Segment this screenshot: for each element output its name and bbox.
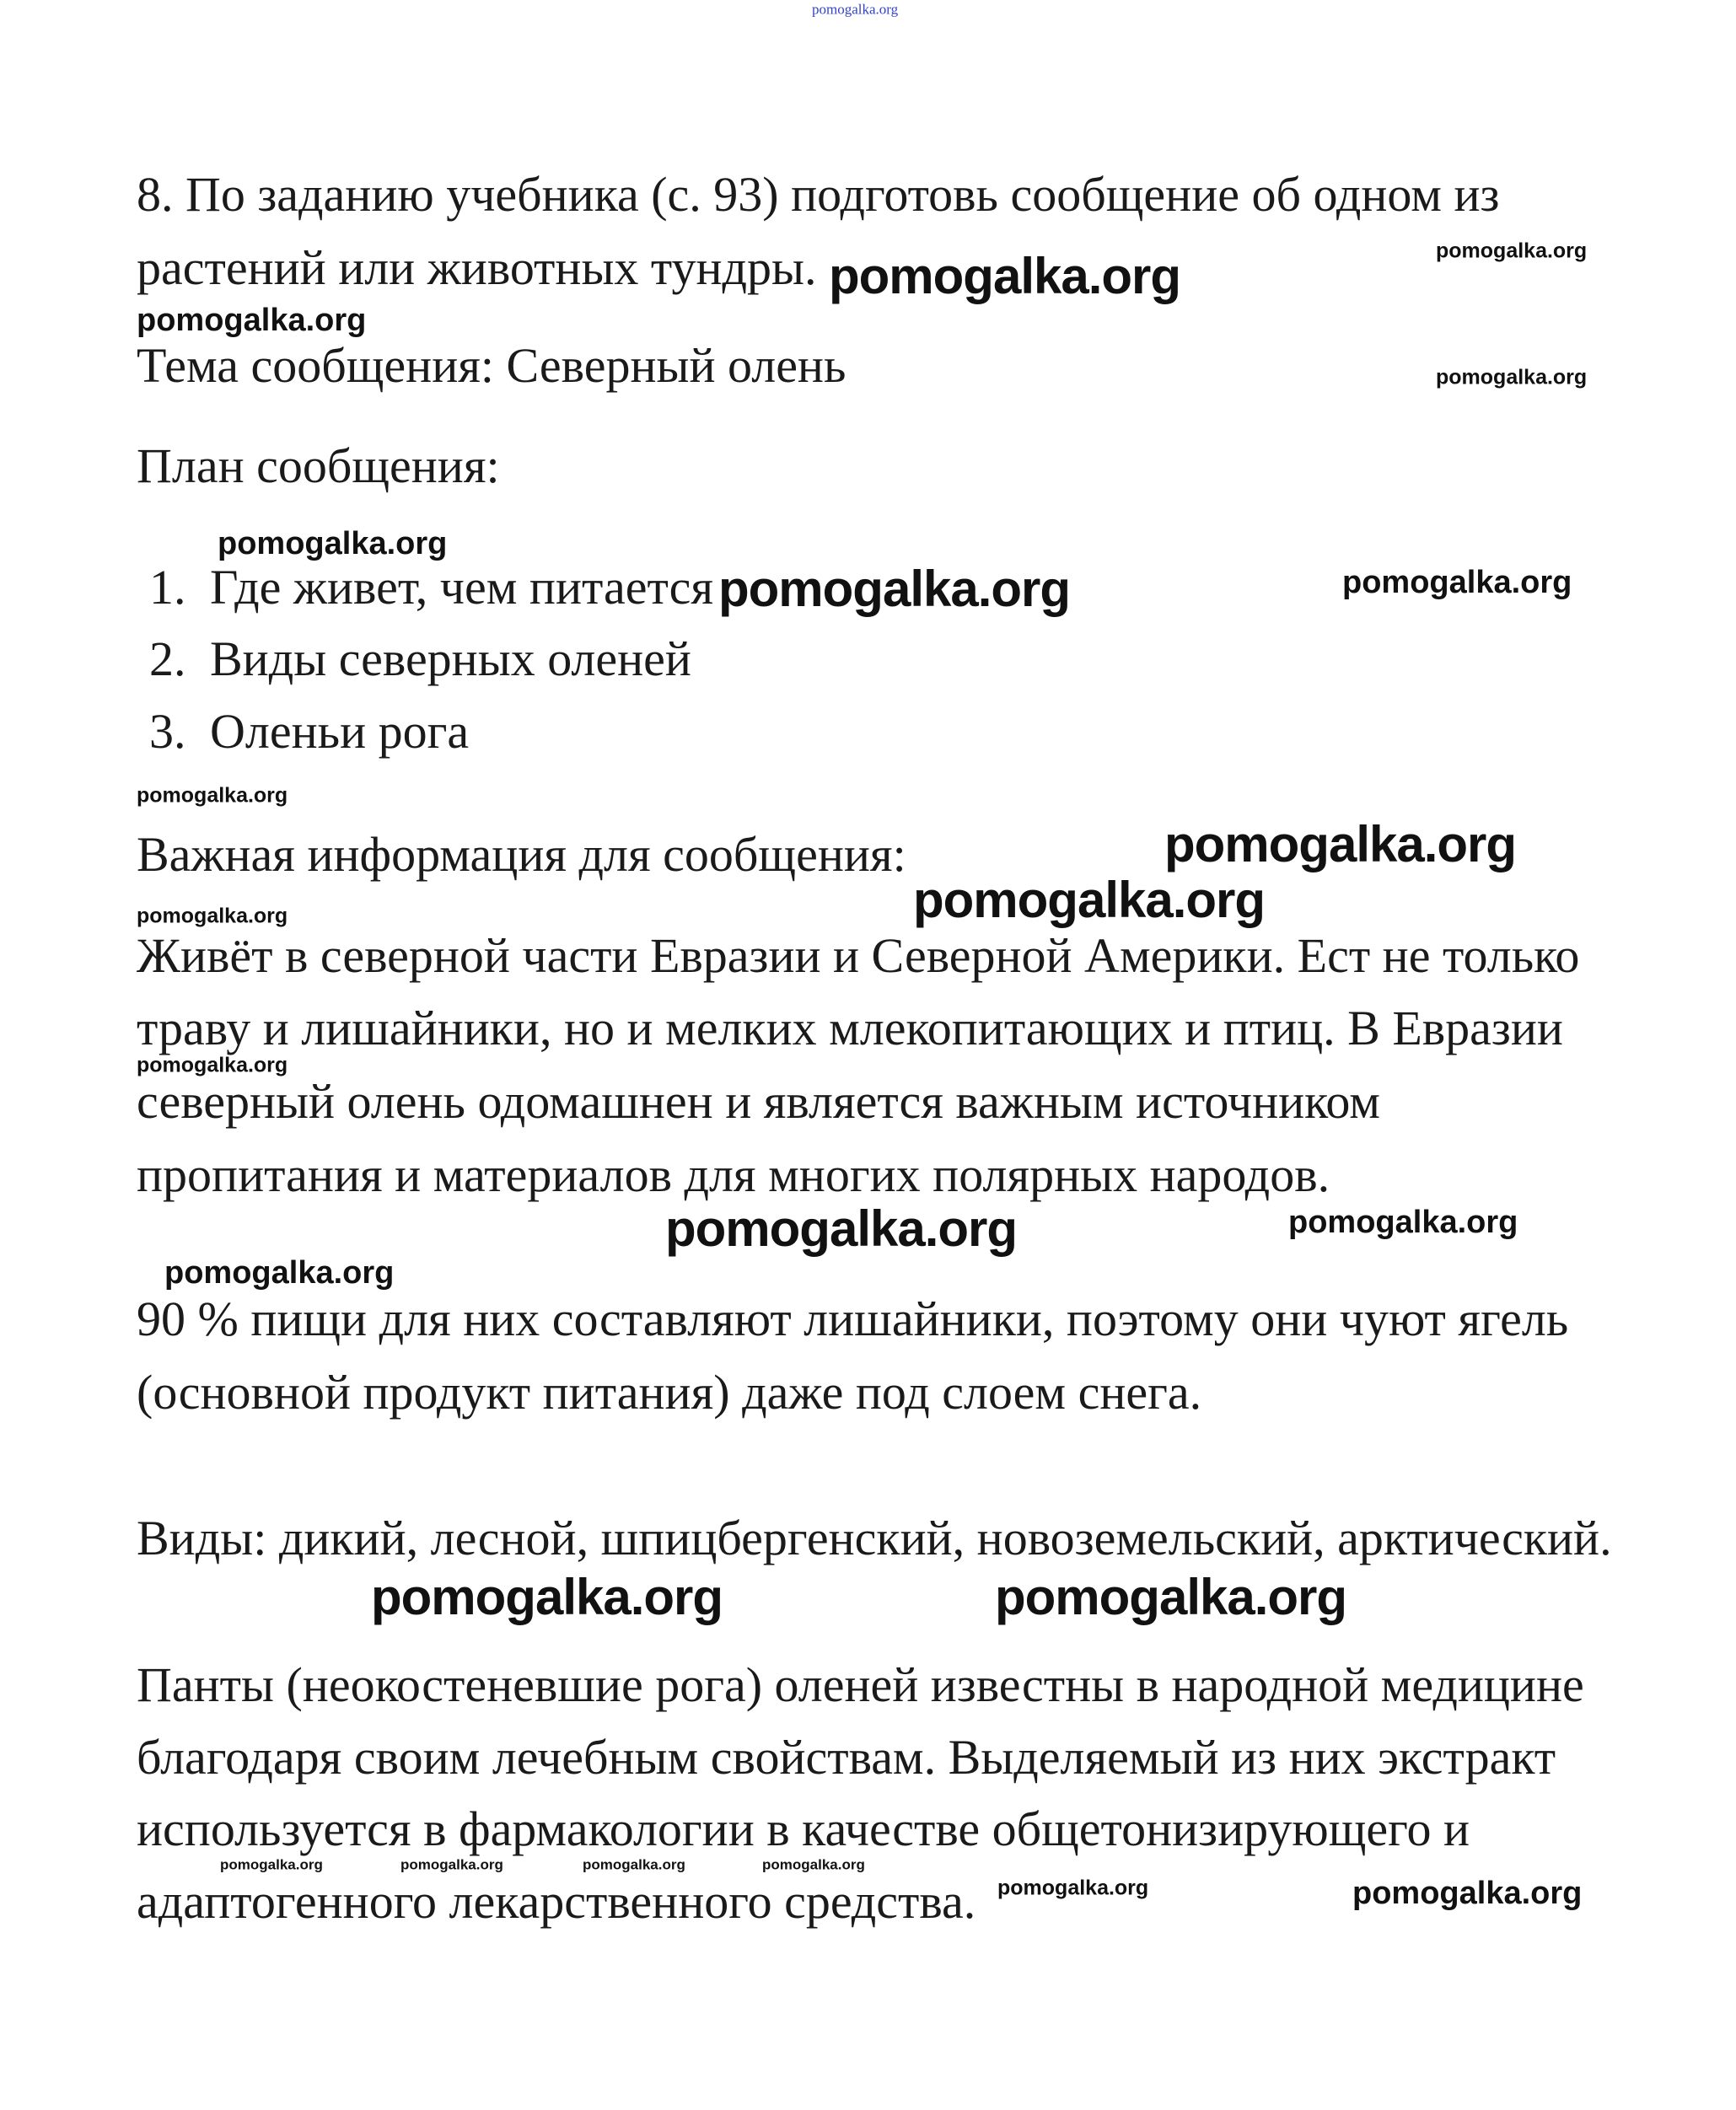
info-paragraph-line: пропитания и материалов для многих полярных народов. — [137, 1147, 1330, 1202]
plan-heading: План сообщения: — [137, 438, 500, 493]
watermark: pomogalka.org — [1288, 1205, 1518, 1240]
info-paragraph-line: траву и лишайники, но и мелких млекопитающих и птиц. В Евразии — [137, 1001, 1563, 1055]
watermark: pomogalka.org — [400, 1856, 503, 1873]
watermark: pomogalka.org — [995, 1569, 1347, 1625]
watermark: pomogalka.org — [164, 1255, 395, 1291]
watermark: pomogalka.org — [829, 248, 1181, 304]
plan-item-number: 2. — [149, 631, 186, 686]
info-paragraph-line: используется в фармакологии в качестве общетонизирующего и — [137, 1801, 1470, 1856]
watermark: pomogalka.org — [718, 561, 1071, 617]
watermark: pomogalka.org — [218, 526, 448, 561]
watermark: pomogalka.org — [1436, 239, 1588, 263]
info-paragraph-line: Панты (неокостеневшие рога) оленей известны в народной медицине — [137, 1657, 1584, 1712]
plan-item-number: 1. — [149, 560, 186, 615]
watermark: pomogalka.org — [583, 1856, 685, 1873]
watermark: pomogalka.org — [762, 1856, 865, 1873]
top-watermark: pomogalka.org — [812, 1, 899, 18]
watermark: pomogalka.org — [1436, 365, 1588, 389]
topic: Тема сообщения: Северный олень — [137, 338, 847, 393]
info-paragraph-line: адаптогенного лекарственного средства. — [137, 1874, 976, 1929]
plan-item: Оленьи рога — [210, 704, 470, 759]
watermark: pomogalka.org — [137, 783, 288, 808]
watermark: pomogalka.org — [220, 1856, 323, 1873]
info-paragraph-line: 90 % пищи для них составляют лишайники, поэтому они чуют ягель — [137, 1291, 1569, 1346]
task-line-2: растений или животных тундры. — [137, 240, 817, 295]
info-paragraph-line: (основной продукт питания) даже под слоем снега. — [137, 1365, 1202, 1420]
plan-item: Виды северных оленей — [210, 631, 691, 686]
watermark: pomogalka.org — [1352, 1876, 1583, 1911]
plan-item-number: 3. — [149, 704, 186, 759]
watermark: pomogalka.org — [371, 1569, 723, 1625]
watermark: pomogalka.org — [997, 1876, 1149, 1900]
watermark: pomogalka.org — [137, 1053, 288, 1077]
watermark: pomogalka.org — [137, 904, 288, 928]
watermark: pomogalka.org — [1342, 565, 1572, 600]
info-paragraph-line: Живёт в северной части Евразии и Северной Америки. Ест не только — [137, 928, 1580, 983]
watermark: pomogalka.org — [913, 872, 1266, 928]
info-paragraph-line: благодаря своим лечебным свойствам. Выделяемый из них экстракт — [137, 1730, 1556, 1785]
info-heading: Важная информация для сообщения: — [137, 827, 906, 882]
task-line-1: 8. По заданию учебника (с. 93) подготовь сообщение об одном из — [137, 167, 1500, 222]
info-paragraph-line: северный олень одомашнен и является важным источником — [137, 1074, 1380, 1129]
watermark: pomogalka.org — [137, 303, 367, 338]
watermark: pomogalka.org — [1164, 816, 1517, 872]
species-line: Виды: дикий, лесной, шпицбергенский, новоземельский, арктический. — [137, 1511, 1612, 1565]
watermark: pomogalka.org — [665, 1200, 1018, 1257]
plan-item: Где живет, чем питается — [210, 560, 714, 615]
